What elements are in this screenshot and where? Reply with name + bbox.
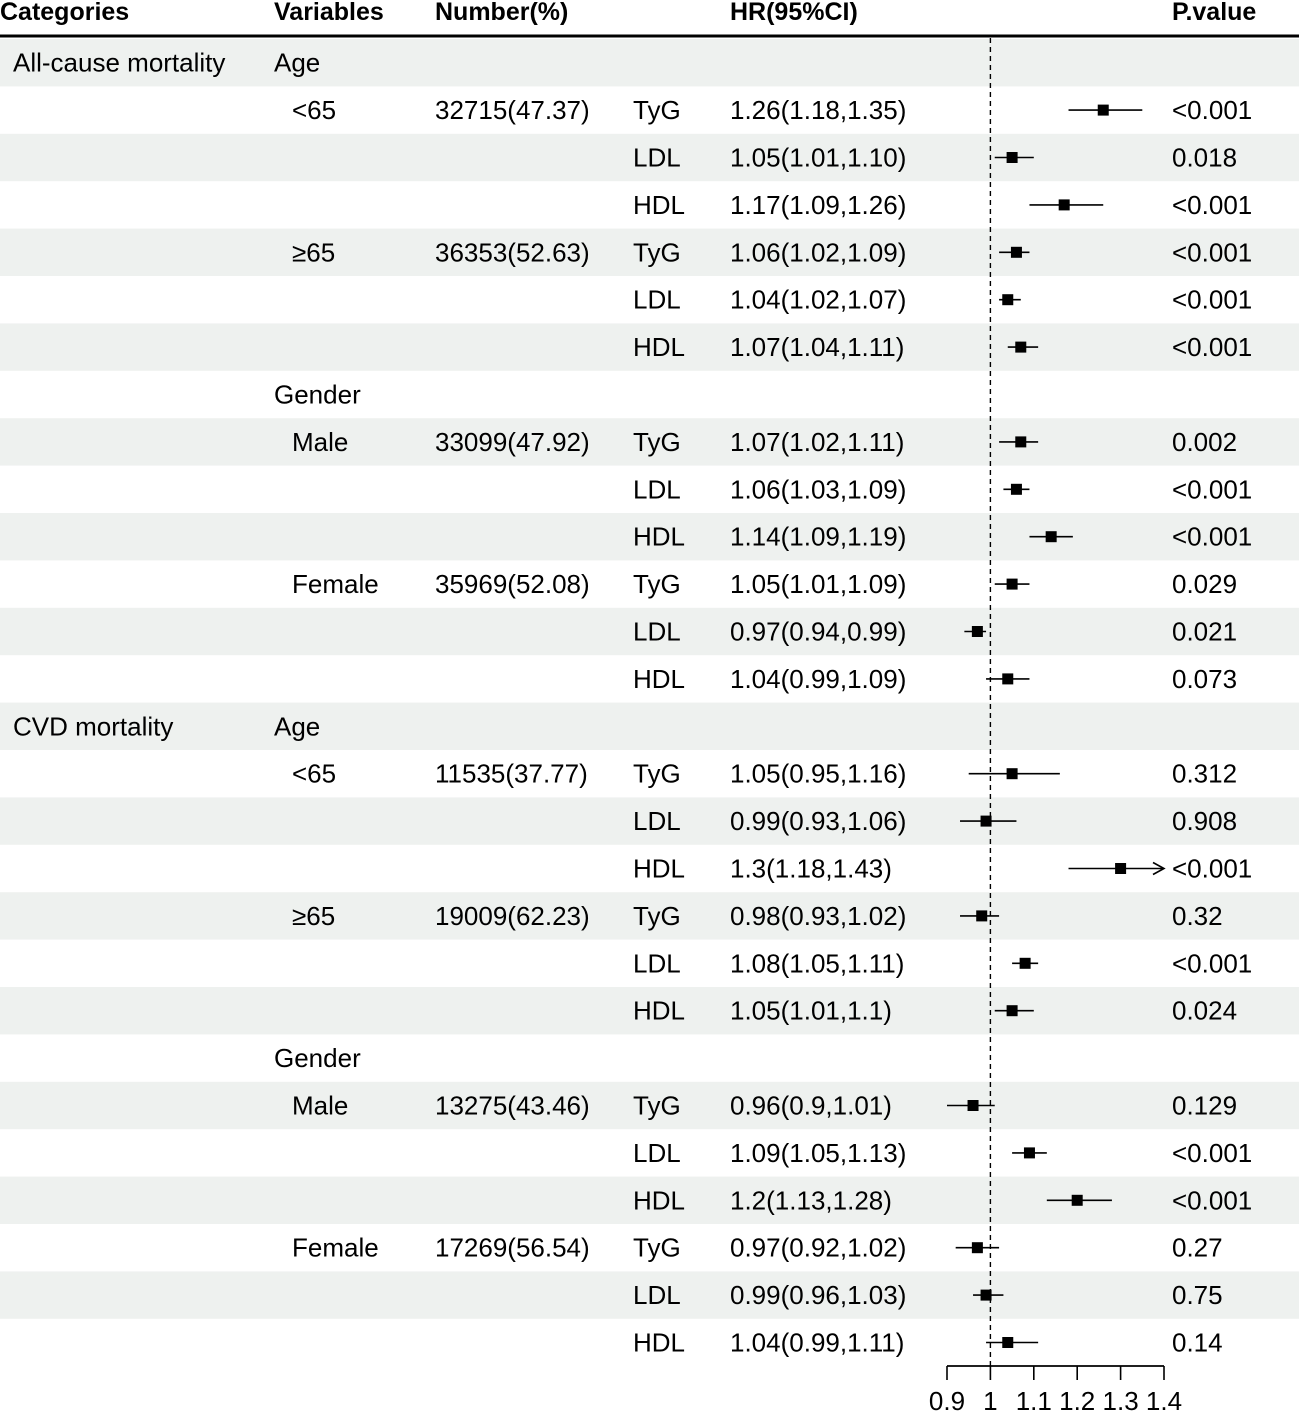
p-value: 0.002 [1172, 426, 1238, 457]
marker-label: HDL [633, 332, 686, 363]
hr-ci-text: 1.2(1.13,1.28) [730, 1185, 892, 1216]
hr-point [1007, 579, 1018, 590]
p-value: <0.001 [1172, 1137, 1253, 1168]
marker-label: TyG [633, 1232, 681, 1263]
marker-label: HDL [633, 1327, 686, 1358]
p-value: 0.024 [1172, 995, 1238, 1026]
p-value: 0.018 [1172, 142, 1238, 173]
number-percent: 33099(47.92) [435, 426, 590, 457]
variable-level-label: <65 [292, 758, 337, 789]
hr-point [1115, 863, 1126, 874]
hr-point [1015, 342, 1026, 353]
p-value: 0.129 [1172, 1090, 1238, 1121]
hr-ci-text: 1.3(1.18,1.43) [730, 853, 892, 884]
hr-point [1098, 105, 1109, 116]
p-value: 0.32 [1172, 900, 1223, 931]
number-percent: 13275(43.46) [435, 1090, 590, 1121]
hr-ci-text: 1.05(1.01,1.09) [730, 569, 907, 600]
hr-ci-text: 1.14(1.09,1.19) [730, 521, 907, 552]
marker-label: LDL [633, 806, 681, 837]
hr-ci-text: 0.99(0.93,1.06) [730, 806, 907, 837]
hr-point [1024, 1147, 1035, 1158]
marker-label: LDL [633, 948, 681, 979]
hr-point [1002, 673, 1013, 684]
hr-point [972, 626, 983, 637]
hr-ci-text: 1.07(1.04,1.11) [730, 332, 905, 363]
p-value: 0.029 [1172, 569, 1238, 600]
marker-label: TyG [633, 758, 681, 789]
variable-level-label: Female [292, 1232, 379, 1263]
hr-ci-text: 0.98(0.93,1.02) [730, 900, 907, 931]
hr-point [968, 1100, 979, 1111]
p-value: <0.001 [1172, 521, 1253, 552]
marker-label: HDL [633, 521, 686, 552]
hr-point [1007, 1005, 1018, 1016]
number-percent: 35969(52.08) [435, 569, 590, 600]
hr-ci-text: 1.04(0.99,1.11) [730, 1327, 905, 1358]
hr-ci-text: 1.05(1.01,1.1) [730, 995, 892, 1026]
marker-label: HDL [633, 1185, 686, 1216]
header-pvalue: P.value [1172, 0, 1257, 26]
hr-ci-text: 1.04(1.02,1.07) [730, 284, 907, 315]
marker-label: LDL [633, 284, 681, 315]
category-label: All-cause mortality [13, 47, 226, 78]
marker-label: LDL [633, 1137, 681, 1168]
x-tick-label: 0.9 [928, 1386, 966, 1413]
number-percent: 11535(37.77) [435, 758, 588, 789]
hr-point [1011, 484, 1022, 495]
hr-ci-text: 1.06(1.02,1.09) [730, 237, 907, 268]
marker-label: TyG [633, 237, 681, 268]
p-value: <0.001 [1172, 284, 1253, 315]
hr-ci-text: 0.99(0.96,1.03) [730, 1280, 907, 1311]
marker-label: TyG [633, 569, 681, 600]
p-value: 0.073 [1172, 663, 1238, 694]
category-label: CVD mortality [13, 711, 174, 742]
p-value: 0.27 [1172, 1232, 1223, 1263]
hr-point [1002, 294, 1013, 305]
hr-ci-text: 1.09(1.05,1.13) [730, 1137, 907, 1168]
x-tick-label: 1.3 [1102, 1386, 1139, 1413]
variable-group-label: Gender [274, 379, 361, 410]
hr-point [976, 910, 987, 921]
x-tick-label: 1.2 [1059, 1386, 1096, 1413]
header-categories: Categories [0, 0, 130, 26]
hr-ci-text: 1.17(1.09,1.26) [730, 189, 907, 220]
hr-ci-text: 1.26(1.18,1.35) [730, 95, 907, 126]
p-value: <0.001 [1172, 853, 1253, 884]
marker-label: TyG [633, 1090, 681, 1121]
marker-label: LDL [633, 616, 681, 647]
hr-point [1011, 247, 1022, 258]
x-tick-label: 1.1 [1015, 1386, 1052, 1413]
p-value: 0.021 [1172, 616, 1238, 647]
hr-ci-text: 1.06(1.03,1.09) [730, 474, 907, 505]
p-value: <0.001 [1172, 189, 1253, 220]
marker-label: LDL [633, 142, 681, 173]
variable-level-label: <65 [292, 95, 337, 126]
hr-ci-text: 1.04(0.99,1.09) [730, 663, 907, 694]
hr-point [1007, 768, 1018, 779]
hr-point [1007, 152, 1018, 163]
marker-label: TyG [633, 95, 681, 126]
p-value: <0.001 [1172, 948, 1253, 979]
p-value: <0.001 [1172, 237, 1253, 268]
variable-level-label: ≥65 [292, 237, 336, 268]
hr-ci-text: 1.05(1.01,1.10) [730, 142, 907, 173]
hr-point [1059, 199, 1070, 210]
hr-ci-text: 0.96(0.9,1.01) [730, 1090, 892, 1121]
variable-group-label: Gender [274, 1043, 361, 1074]
marker-label: HDL [633, 663, 686, 694]
number-percent: 17269(56.54) [435, 1232, 590, 1263]
hr-point [1002, 1337, 1013, 1348]
x-axis [929, 1366, 1182, 1413]
header-hr: HR(95%CI) [730, 0, 858, 26]
hr-point [1072, 1195, 1083, 1206]
variable-group-label: Age [274, 711, 321, 742]
variable-level-label: Female [292, 569, 379, 600]
hr-ci-text: 1.05(0.95,1.16) [730, 758, 907, 789]
hr-ci-text: 0.97(0.92,1.02) [730, 1232, 907, 1263]
p-value: 0.75 [1172, 1280, 1223, 1311]
row-shade [0, 703, 1299, 750]
variable-level-label: Male [292, 426, 349, 457]
marker-label: HDL [633, 995, 686, 1026]
header-variables: Variables [274, 0, 384, 26]
p-value: <0.001 [1172, 474, 1253, 505]
hr-ci-text: 1.08(1.05,1.11) [730, 948, 905, 979]
p-value: 0.908 [1172, 806, 1238, 837]
number-percent: 36353(52.63) [435, 237, 590, 268]
x-tick-label: 1.4 [1145, 1386, 1183, 1413]
p-value: <0.001 [1172, 332, 1253, 363]
p-value: 0.312 [1172, 758, 1238, 789]
hr-ci-text: 0.97(0.94,0.99) [730, 616, 907, 647]
p-value: 0.14 [1172, 1327, 1223, 1358]
marker-label: TyG [633, 900, 681, 931]
variable-level-label: Male [292, 1090, 349, 1121]
marker-label: TyG [633, 426, 681, 457]
header-number: Number(%) [435, 0, 569, 26]
hr-ci-text: 1.07(1.02,1.11) [730, 426, 905, 457]
hr-point [1046, 531, 1057, 542]
marker-label: LDL [633, 474, 681, 505]
marker-label: LDL [633, 1280, 681, 1311]
p-value: <0.001 [1172, 95, 1253, 126]
number-percent: 19009(62.23) [435, 900, 590, 931]
hr-point [1015, 436, 1026, 447]
marker-label: HDL [633, 189, 686, 220]
header-row [0, 0, 1256, 26]
hr-point [1020, 958, 1031, 969]
x-tick-label: 1 [983, 1386, 998, 1413]
marker-label: HDL [633, 853, 686, 884]
variable-group-label: Age [274, 47, 321, 78]
number-percent: 32715(47.37) [435, 95, 590, 126]
hr-point [972, 1242, 983, 1253]
p-value: <0.001 [1172, 1185, 1253, 1216]
variable-level-label: ≥65 [292, 900, 336, 931]
